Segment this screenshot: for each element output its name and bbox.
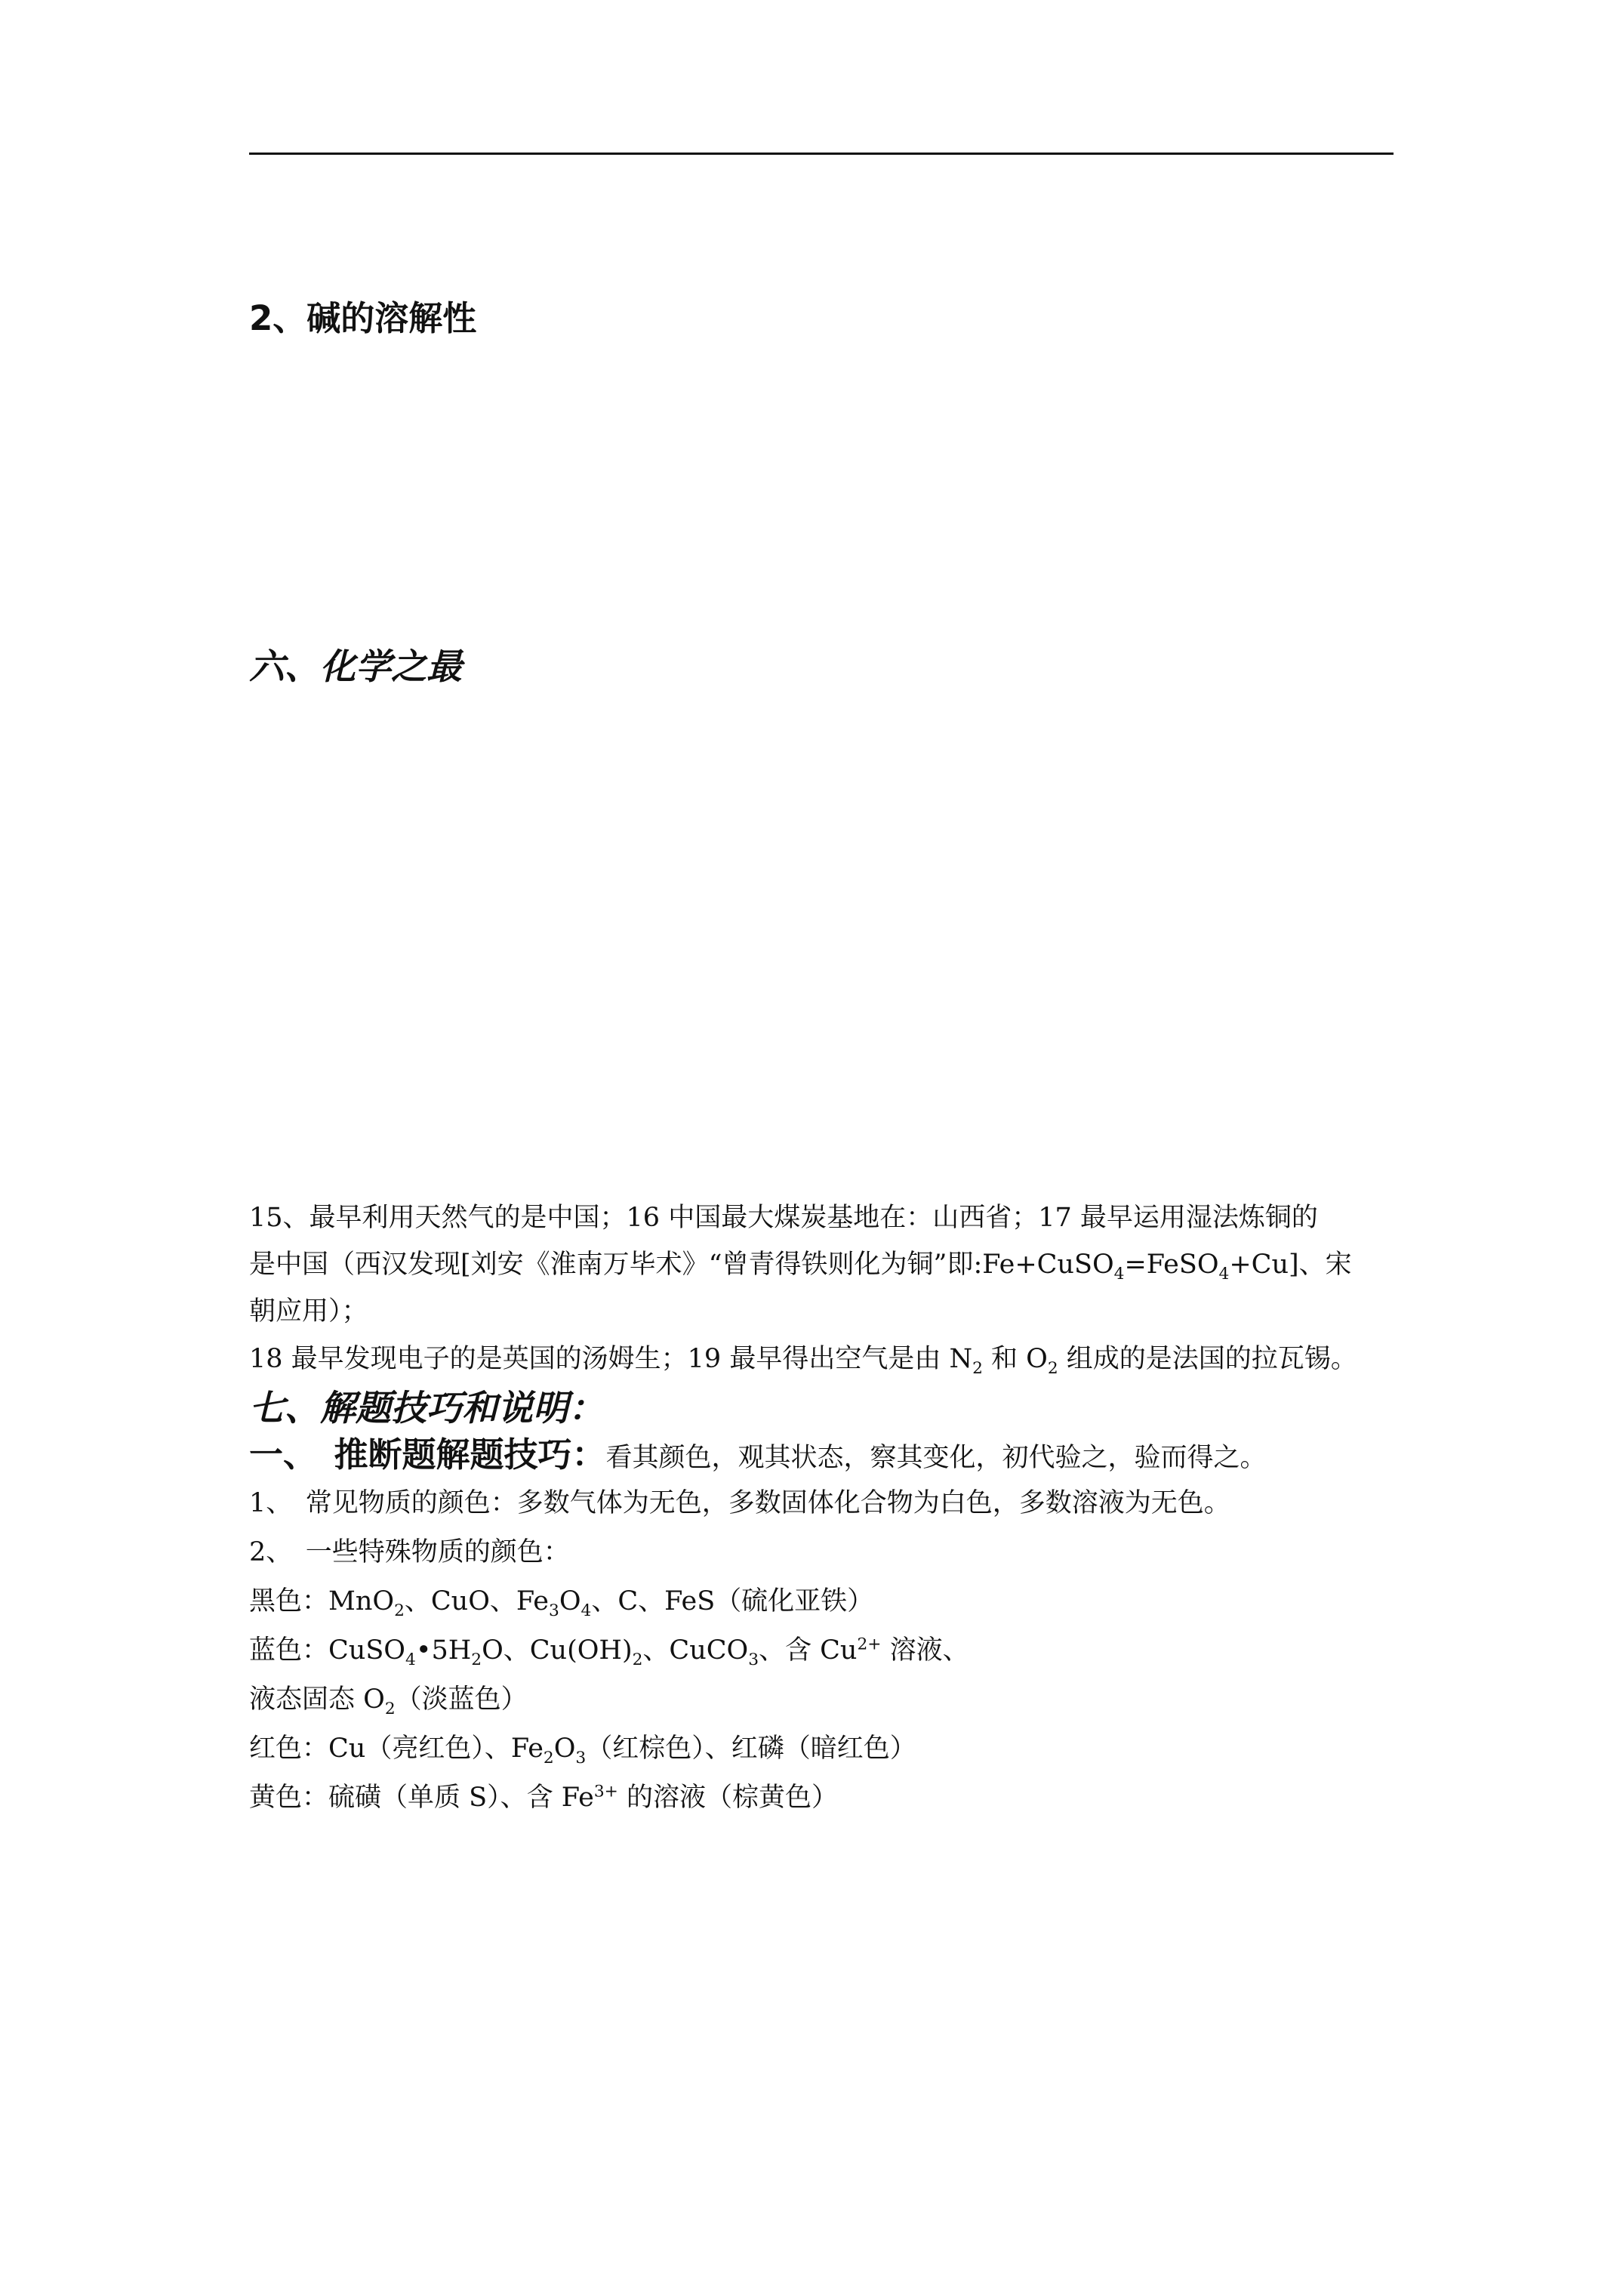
heading-chemistry-records: 六、化学之最 bbox=[249, 646, 462, 688]
color-yellow: 黄色：硫磺（单质 S）、含 $Fe^{3+}$ 的溶液（棕黄色） bbox=[249, 1782, 838, 1813]
record-line-15-end: 朝应用）； bbox=[249, 1296, 368, 1327]
record-line-18: 18 最早发现电子的是英国的汤姆生；19 最早得出空气是由 $N_2$ 和 $O_2$ 组成的是法国的拉瓦锡。 bbox=[249, 1344, 1357, 1378]
tip-line-2: 2、 一些特殊物质的颜色： bbox=[249, 1537, 570, 1567]
tip-heading-line: 一、 推断题解题技巧：看其颜色，观其状态，察其变化，初代验之，验而得之。 bbox=[249, 1435, 1267, 1475]
heading-base-solubility: 2、碱的溶解性 bbox=[249, 298, 477, 338]
header-rule bbox=[249, 153, 1394, 155]
color-blue-cont: 液态固态 $O_2$（淡蓝色） bbox=[249, 1684, 528, 1718]
color-blue: 蓝色：$CuSO_4•5H_2O$、$Cu(OH)_2$、CuCO$_3$、含 $Cu^{2+}$ 溶液、 bbox=[249, 1635, 969, 1669]
tip-line-1: 1、 常见物质的颜色：多数气体为无色，多数固体化合物为白色，多数溶液为无色。 bbox=[249, 1488, 1230, 1518]
color-red: 红色：Cu（亮红色）、$Fe_2O_3$（红棕色）、红磷（暗红色） bbox=[249, 1734, 916, 1767]
color-black: 黑色：MnO$_2$、CuO、$Fe_3O_4$、C、FeS（硫化亚铁） bbox=[249, 1586, 874, 1620]
record-line-15-cont: 是中国（西汉发现[刘安《淮南万毕术》“曾青得铁则化为铜”即:Fe+CuSO$_4$=FeSO$_4$+Cu]、宋 bbox=[249, 1250, 1352, 1284]
record-line-15: 15、最早利用天然气的是中国；16 中国最大煤炭基地在：山西省；17 最早运用湿法炼铜的 bbox=[249, 1203, 1318, 1233]
heading-tips: 七、解题技巧和说明： bbox=[249, 1388, 604, 1429]
